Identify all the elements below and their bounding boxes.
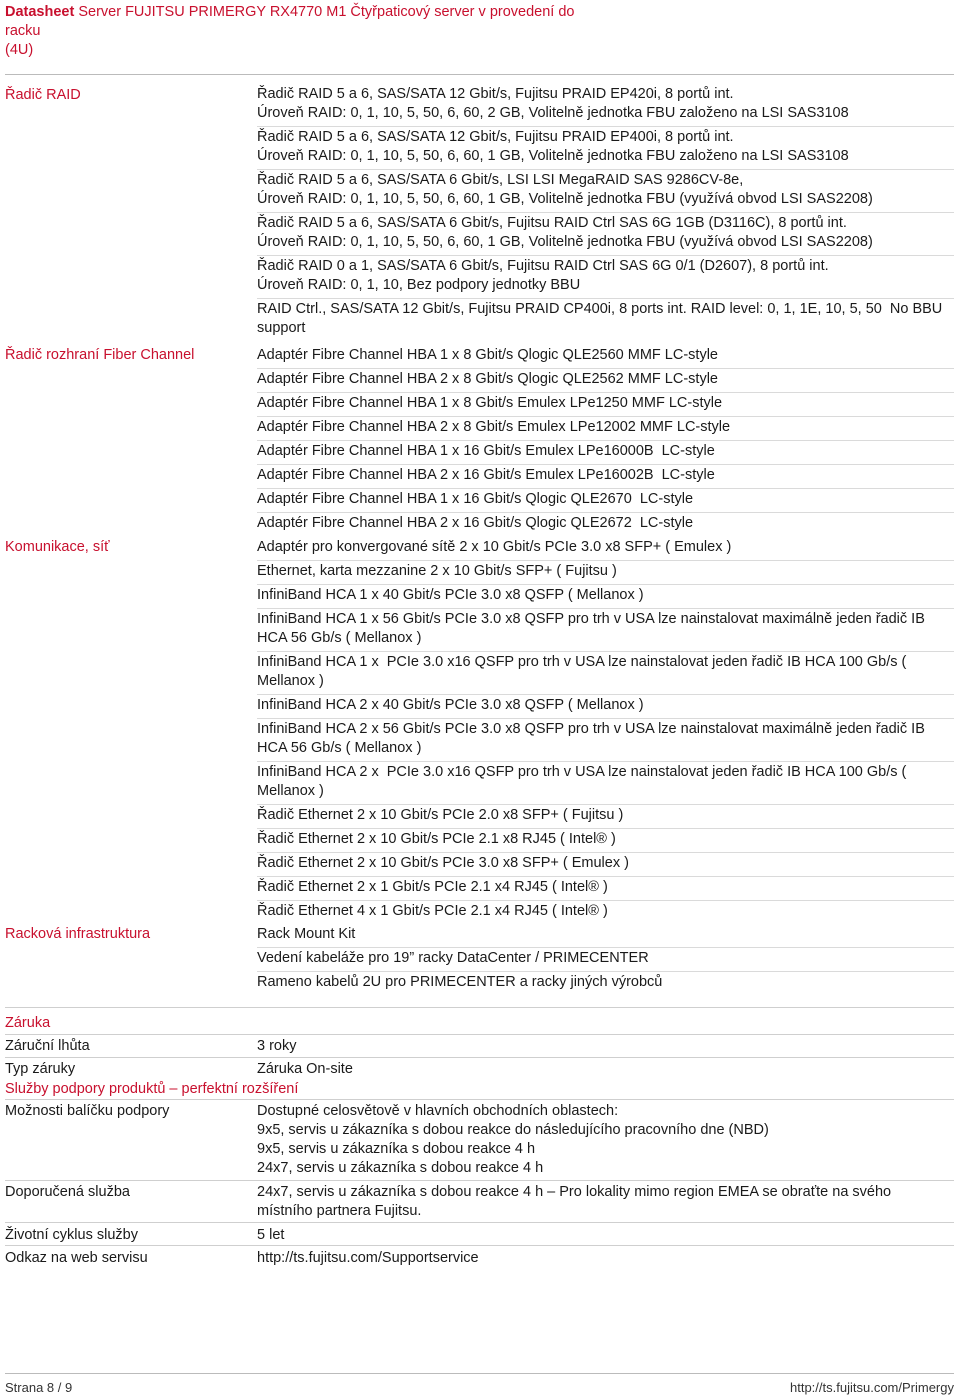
spec-item-line: RAID Ctrl., SAS/SATA 12 Gbit/s, Fujitsu PRAID CP400i, 8 ports int. RAID level: 0, 1, 1E, 10, 5, 50 No BBU [257, 301, 943, 317]
spec-item [257, 513, 954, 536]
services-heading-divider [5, 1099, 954, 1100]
row-label: Doporučená služba [5, 1184, 130, 1200]
value-line: 3 roky [257, 1038, 297, 1054]
value-line: 9x5, servis u zákazníka s dobou reakce 4 h [257, 1141, 536, 1157]
spec-item [257, 877, 954, 901]
spec-item-line: Řadič Ethernet 2 x 10 Gbit/s PCIe 2.0 x8 SFP+ ( Fujitsu ) [257, 807, 624, 823]
spec-item [257, 924, 954, 948]
spec-item [257, 393, 954, 417]
spec-item [257, 489, 954, 513]
row-value [257, 1183, 954, 1221]
spec-item-line: Řadič Ethernet 2 x 10 Gbit/s PCIe 3.0 x8 SFP+ ( Emulex ) [257, 855, 629, 871]
spec-item-line: Řadič RAID 5 a 6, SAS/SATA 12 Gbit/s, Fujitsu PRAID EP420i, 8 portů int. [257, 86, 734, 102]
spec-item-line: InfiniBand HCA 1 x 56 Gbit/s PCIe 3.0 x8 QSFP pro trh v USA lze nainstalovat maximálně jeden řadič IB [257, 611, 925, 627]
spec-item-line: Řadič Ethernet 4 x 1 Gbit/s PCIe 2.1 x4 RJ45 ( Intel® ) [257, 903, 608, 919]
spec-item [257, 719, 954, 762]
value-line: místního partnera Fujitsu. [257, 1203, 422, 1219]
footer-divider [5, 1373, 954, 1374]
document-title-line2: (4U) [5, 42, 34, 58]
spec-item-line: Adaptér Fibre Channel HBA 1 x 8 Gbit/s Qlogic QLE2560 MMF LC-style [257, 347, 718, 363]
value-line: 9x5, servis u zákazníka s dobou reakce do následujícího pracovního dne (NBD) [257, 1122, 769, 1138]
warranty-heading: Záruka [5, 1015, 51, 1031]
spec-item [257, 972, 954, 995]
spec-item-line: Rameno kabelů 2U pro PRIMECENTER a racky jiných výrobců [257, 974, 663, 990]
warranty-heading-divider [5, 1034, 954, 1035]
spec-item-line: Adaptér Fibre Channel HBA 1 x 16 Gbit/s Qlogic QLE2670 LC-style [257, 491, 694, 507]
row-value [257, 1060, 954, 1079]
spec-item [257, 441, 954, 465]
spec-item-line: HCA 56 Gb/s ( Mellanox ) [257, 740, 422, 756]
spec-item-line: Adaptér Fibre Channel HBA 1 x 16 Gbit/s Emulex LPe16000B LC-style [257, 443, 715, 459]
document-title [5, 3, 585, 41]
row-divider [5, 1057, 954, 1058]
warranty-top-divider [5, 1007, 954, 1008]
spec-item [257, 369, 954, 393]
spec-item [257, 256, 954, 299]
spec-item [257, 213, 954, 256]
row-divider [5, 1180, 954, 1181]
section-label: Řadič rozhraní Fiber Channel [5, 347, 195, 363]
spec-item [257, 829, 954, 853]
spec-item-line: Ethernet, karta mezzanine 2 x 10 Gbit/s SFP+ ( Fujitsu ) [257, 563, 617, 579]
title-rest: Server FUJITSU PRIMERGY RX4770 M1 Čtyřpaticový server v provedení do racku [5, 4, 575, 39]
header-divider [5, 74, 954, 75]
spec-item-line: support [257, 320, 306, 336]
spec-item-line: HCA 56 Gb/s ( Mellanox ) [257, 630, 422, 646]
row-value [257, 1037, 954, 1056]
section-items [257, 84, 954, 341]
spec-item [257, 170, 954, 213]
footer-link[interactable]: http://ts.fujitsu.com/Primergy [790, 1380, 954, 1395]
support-link[interactable]: http://ts.fujitsu.com/Supportservice [257, 1250, 479, 1266]
spec-item-line: InfiniBand HCA 1 x 40 Gbit/s PCIe 3.0 x8 QSFP ( Mellanox ) [257, 587, 644, 603]
spec-item-line: InfiniBand HCA 2 x 56 Gbit/s PCIe 3.0 x8 QSFP pro trh v USA lze nainstalovat maximálně jeden řadič IB [257, 721, 925, 737]
spec-item-line: Řadič RAID 0 a 1, SAS/SATA 6 Gbit/s, Fujitsu RAID Ctrl SAS 6G 0/1 (D2607), 8 portů int. [257, 258, 829, 274]
spec-item [257, 84, 954, 127]
spec-item [257, 417, 954, 441]
spec-item-line: Adaptér Fibre Channel HBA 2 x 16 Gbit/s Qlogic QLE2672 LC-style [257, 515, 694, 531]
spec-item-line: Adaptér Fibre Channel HBA 2 x 16 Gbit/s Emulex LPe16002B LC-style [257, 467, 715, 483]
spec-item-line: Mellanox ) [257, 673, 324, 689]
value-line: 24x7, servis u zákazníka s dobou reakce 4 h [257, 1160, 544, 1176]
spec-item [257, 609, 954, 652]
spec-item-line: Řadič RAID 5 a 6, SAS/SATA 12 Gbit/s, Fujitsu PRAID EP400i, 8 portů int. [257, 129, 734, 145]
row-label: Odkaz na web servisu [5, 1250, 148, 1266]
spec-item-line: Adaptér Fibre Channel HBA 2 x 8 Gbit/s Emulex LPe12002 MMF LC-style [257, 419, 731, 435]
row-label: Typ záruky [5, 1061, 76, 1077]
section-label: Racková infrastruktura [5, 926, 151, 942]
row-value [257, 1226, 954, 1245]
spec-item [257, 299, 954, 341]
spec-item-line: Vedení kabeláže pro 19” racky DataCenter / PRIMECENTER [257, 950, 649, 966]
row-divider [5, 1222, 954, 1223]
spec-item-line: Rack Mount Kit [257, 926, 356, 942]
spec-item [257, 561, 954, 585]
section-items [257, 924, 954, 995]
value-line: Dostupné celosvětově v hlavních obchodních oblastech: [257, 1103, 619, 1119]
value-line: Záruka On-site [257, 1061, 353, 1077]
row-label: Možnosti balíčku podpory [5, 1103, 170, 1119]
title-prefix: Datasheet [5, 4, 75, 20]
section-items [257, 345, 954, 536]
spec-item-line: Úroveň RAID: 0, 1, 10, 5, 50, 6, 60, 1 GB, Volitelně jednotka FBU založeno na LSI SAS3108 [257, 148, 849, 164]
row-value [257, 1249, 954, 1268]
spec-item [257, 853, 954, 877]
spec-item-line: Úroveň RAID: 0, 1, 10, Bez podpory jednotky BBU [257, 277, 581, 293]
spec-item [257, 805, 954, 829]
section-label: Komunikace, síť [5, 539, 110, 555]
page-number: Strana 8 / 9 [5, 1380, 73, 1395]
spec-item-line: Řadič RAID 5 a 6, SAS/SATA 6 Gbit/s, LSI LSI MegaRAID SAS 9286CV-8e, [257, 172, 744, 188]
spec-item [257, 465, 954, 489]
spec-item [257, 695, 954, 719]
row-label: Životní cyklus služby [5, 1227, 138, 1243]
section-label: Řadič RAID [5, 87, 81, 103]
spec-item [257, 127, 954, 170]
value-line: 24x7, servis u zákazníka s dobou reakce 4 h – Pro lokality mimo region EMEA se obraťte na svého [257, 1184, 892, 1200]
spec-item-line: Úroveň RAID: 0, 1, 10, 5, 50, 6, 60, 1 GB, Volitelně jednotka FBU (využívá obvod LSI SAS2208) [257, 191, 873, 207]
spec-item-line: Adaptér pro konvergované sítě 2 x 10 Gbit/s PCIe 3.0 x8 SFP+ ( Emulex ) [257, 539, 732, 555]
spec-item-line: Řadič RAID 5 a 6, SAS/SATA 6 Gbit/s, Fujitsu RAID Ctrl SAS 6G 1GB (D3116C), 8 portů int. [257, 215, 847, 231]
spec-item-line: Adaptér Fibre Channel HBA 2 x 8 Gbit/s Qlogic QLE2562 MMF LC-style [257, 371, 718, 387]
services-heading: Služby podpory produktů – perfektní rozšíření [5, 1081, 299, 1097]
spec-item [257, 762, 954, 805]
spec-item-line: Řadič Ethernet 2 x 10 Gbit/s PCIe 2.1 x8 RJ45 ( Intel® ) [257, 831, 616, 847]
row-value [257, 1102, 954, 1178]
spec-item [257, 901, 954, 924]
spec-item [257, 948, 954, 972]
row-label: Záruční lhůta [5, 1038, 90, 1054]
spec-item-line: Úroveň RAID: 0, 1, 10, 5, 50, 6, 60, 1 GB, Volitelně jednotka FBU (využívá obvod LSI SAS2208) [257, 234, 873, 250]
spec-item [257, 652, 954, 695]
spec-item-line: Adaptér Fibre Channel HBA 1 x 8 Gbit/s Emulex LPe1250 MMF LC-style [257, 395, 723, 411]
spec-item-line: Řadič Ethernet 2 x 1 Gbit/s PCIe 2.1 x4 RJ45 ( Intel® ) [257, 879, 608, 895]
section-items [257, 537, 954, 924]
row-divider [5, 1245, 954, 1246]
spec-item [257, 585, 954, 609]
spec-item-line: Úroveň RAID: 0, 1, 10, 5, 50, 6, 60, 2 GB, Volitelně jednotka FBU založeno na LSI SAS3108 [257, 105, 849, 121]
spec-item-line: Mellanox ) [257, 783, 324, 799]
spec-item-line: InfiniBand HCA 1 x PCIe 3.0 x16 QSFP pro trh v USA lze nainstalovat jeden řadič IB HCA 100 Gb/s ( [257, 654, 907, 670]
spec-item-line: InfiniBand HCA 2 x PCIe 3.0 x16 QSFP pro trh v USA lze nainstalovat jeden řadič IB HCA 100 Gb/s ( [257, 764, 907, 780]
spec-item-line: InfiniBand HCA 2 x 40 Gbit/s PCIe 3.0 x8 QSFP ( Mellanox ) [257, 697, 644, 713]
value-line: 5 let [257, 1227, 285, 1243]
spec-item [257, 537, 954, 561]
spec-item [257, 345, 954, 369]
document-header [5, 3, 585, 60]
